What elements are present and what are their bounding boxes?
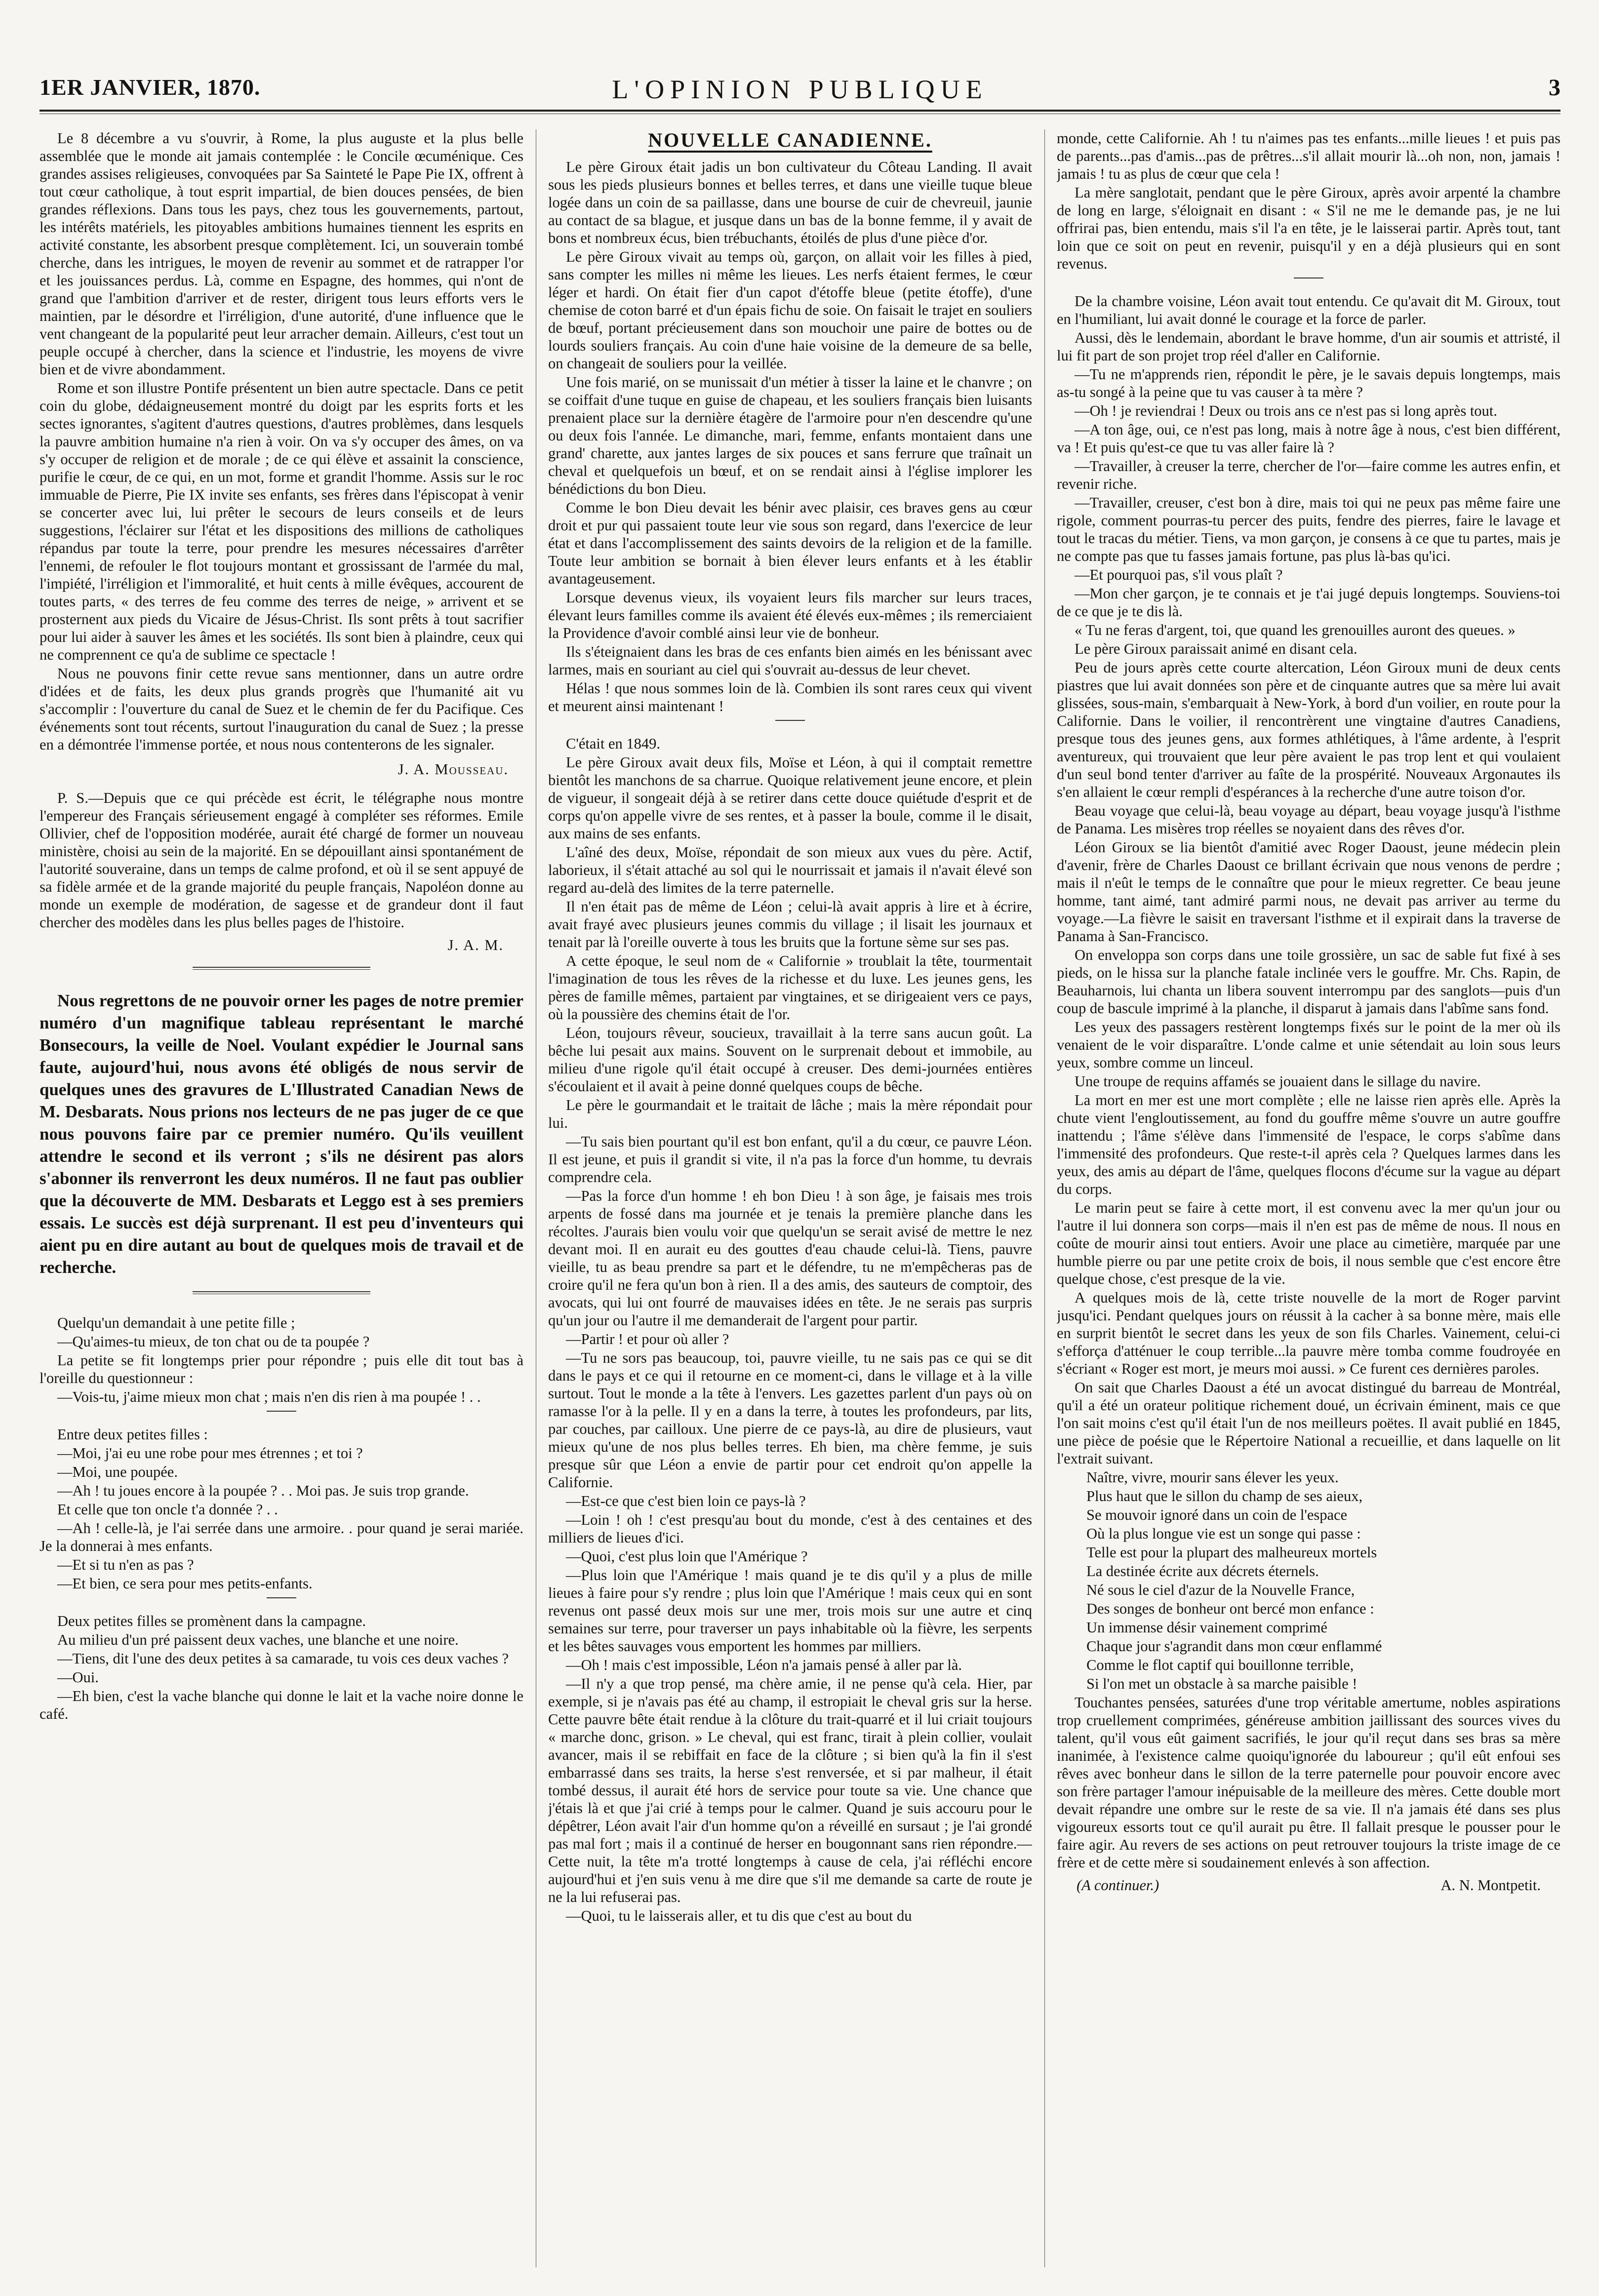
paragraph: —Mon cher garçon, je te connais et je t'ai jugé depuis longtemps. Souviens-toi de ce que je te dis là. xyxy=(1057,585,1560,620)
paragraph: —Est-ce que c'est bien loin ce pays-là ? xyxy=(566,1493,806,1509)
masthead-rule xyxy=(40,110,1560,112)
paragraph: On enveloppa son corps dans une toile grossière, un sac de sable fut fixé à ses pieds, on le hissa sur la planche fatale inclinée vers le gouffre. Mr. Chs. Rapin, de Beauharnois, lui chanta un libera souvent interrompu par des sanglots—puis d'un coup de bascule imprimé à la planche, il disparut à jamais dans l'abîme sans fond. xyxy=(1057,947,1560,1017)
paragraph: Le père Giroux était jadis un bon cultivateur du Côteau Landing. Il avait sous les pieds plusieurs bonnes et belles terres, et dans une vieille tuque bleue logée dans un coin de sa paillasse, dans une bourse de cuir de chevreuil, jaunie au contact de sa blague, et jusque dans un bas de la bonne femme, il y avait de bons et nombreux écus, bien trébuchants, étoilés de plus d'une pièce d'or. xyxy=(548,158,1032,246)
paragraph: Une troupe de requins affamés se jouaient dans le sillage du navire. xyxy=(1075,1073,1481,1090)
poem-line: Telle est pour la plupart des malheureux mortels xyxy=(1086,1544,1377,1561)
paragraph: On sait que Charles Daoust a été un avocat distingué du barreau de Montréal, qu'il a été un orateur politique richement doué, un écrivain éminent, mais ce que l'on sait moins c'est qu'il était l'un de nos meilleurs poëtes. Il avait publié en 1845, une pièce de poésie que le Répertoire National a recueillie, et dans laquelle on lit l'extrait suivant. xyxy=(1057,1379,1560,1467)
poem-line: Si l'on met un obstacle à sa marche paisible ! xyxy=(1086,1675,1358,1692)
paragraph: —Et pourquoi pas, s'il vous plaît ? xyxy=(1075,566,1283,583)
paragraph: « Tu ne feras d'argent, toi, que quand les grenouilles auront des queues. » xyxy=(1075,622,1516,638)
paragraph: —Plus loin que l'Amérique ! mais quand je te dis qu'il y a plus de mille lieues à faire pour s'y rendre ; plus loin que l'Amérique ! mais ceux qui en sont revenus ont passé deux mois sur une mer, trois mois sur une autre et cinq semaines sur terre, pour traverser un pays inhabitable où la fièvre, les serpents et les bêtes sauvages vous emportent les hommes par milliers. xyxy=(548,1567,1032,1655)
paragraph: P. S.—Depuis que ce qui précède est écrit, le télégraphe nous montre l'empereur des Français sérieusement engagé à compléter ses réformes. Emile Ollivier, chef de l'opposition modérée, aurait été chargé de former un nouveau ministère, choisi au sein de la majorité. En se dépouillant ainsi spontanément de l'autorité souveraine, dans un temps de calme profond, et où il se sent appuyé de sa fidèle armée et de la grande majorité du peuple français, Napoléon donne au monde un exemple de modération, de sagesse et de grandeur dont il faut chercher des modèles dans les plus belles pages de l'histoire. xyxy=(40,790,523,931)
column-1 xyxy=(40,129,523,2267)
section-rule xyxy=(193,967,370,970)
paragraph: —Tu ne sors pas beaucoup, toi, pauvre vieille, tu ne sais pas ce qui se dit dans le pays et ce qui il retourne en ce moment-ci, dans le village et à la ville surtout. Tout le monde a la tête à l'envers. Les gazettes parlent d'un pays où on ramasse l'or à la pelle. Il y en a dans la terre, à toutes les profondeurs, par lits, par couches, par cailloux. Une pierre de ce pays-là, au dire de plusieurs, vaut mieux qu'une de nos plus belles terres. Eh bien, ma chère femme, je suis presque sûr que Léon a envie de partir pour cet endroit qu'on appelle la Californie. xyxy=(548,1349,1032,1491)
issue-date: 1ER JANVIER, 1870. xyxy=(40,75,261,100)
signature-initials: J. A. M. xyxy=(447,937,504,953)
page-number: 3 xyxy=(1549,75,1560,101)
paragraph: Une fois marié, on se munissait d'un métier à tisser la laine et le chanvre ; on se coiffait d'une tuque en guise de chapeau, et les souliers français bien luisants prenaient place sur la dernière étagère de l'armoire pour n'en descendre qu'une ou deux fois l'année. Le dimanche, mari, femme, enfants montaient dans une grand' charette, aux jantes larges de six pouces et sans ferrure que traînait un cheval et quelquefois un bœuf, et on se rendait ainsi à l'église implorer les bénédictions du bon Dieu. xyxy=(548,374,1032,497)
paragraph: Léon Giroux se lia bientôt d'amitié avec Roger Daoust, jeune médecin plein d'avenir, frère de Charles Daoust ce brillant écrivain que nous venons de perdre ; mais il n'eût le temps de le connaître que pour le mieux regretter. Ce beau jeune homme, tant aimé, tant admiré parmi nous, ne devait pas arriver au terme du voyage.—La fièvre le saisit en traversant l'isthme et il expirait dans la traverse de Panama à San-Francisco. xyxy=(1057,839,1560,945)
poem xyxy=(1057,1468,1560,1693)
paragraph: De la chambre voisine, Léon avait tout entendu. Ce qu'avait dit M. Giroux, tout en l'humiliant, lui avait donné le courage et la force de parler. xyxy=(1057,293,1560,327)
poem-line: Chaque jour s'agrandit dans mon cœur enflammé xyxy=(1086,1638,1382,1655)
anecdote-line: —Eh bien, c'est la vache blanche qui donne le lait et la vache noire donne le café. xyxy=(40,1688,523,1722)
paragraph: L'aîné des deux, Moïse, répondait de son mieux aux vues du père. Actif, laborieux, il s'était attaché au sol qui le nourrissait et jamais il n'avait élevé son regard au-delà des limites de la terre paternelle. xyxy=(548,844,1032,896)
poem-line: Plus haut que le sillon du champ de ses aieux, xyxy=(1086,1488,1363,1504)
signature: J. A. Mousseau. xyxy=(398,761,509,778)
paragraph: —Loin ! oh ! c'est presqu'au bout du monde, c'est à des centaines et des milliers de lieues d'ici. xyxy=(548,1511,1032,1546)
paragraph: —Oh ! je reviendrai ! Deux ou trois ans ce n'est pas si long après tout. xyxy=(1075,402,1497,419)
short-rule xyxy=(1294,277,1323,278)
author-signature: A. N. Montpetit. xyxy=(1440,1877,1541,1894)
paragraph: Aussi, dès le lendemain, abordant le brave homme, d'un air soumis et attristé, il lui fit part de son projet trop réel d'aller en Californie. xyxy=(1057,329,1560,364)
short-rule xyxy=(267,1411,296,1412)
poem-line: Se mouvoir ignoré dans un coin de l'espace xyxy=(1086,1506,1348,1523)
poem-line: Naître, vivre, mourir sans élever les yeux. xyxy=(1086,1469,1339,1486)
story-footer xyxy=(1077,1876,1541,1894)
paragraph: Léon, toujours rêveur, soucieux, travaillait à la terre sans aucun goût. La bêche lui pesait aux mains. Souvent on le surprenait debout et immobile, au milieu d'une rigole qu'il était occupé à creuser. Des demi-journées entières s'écoulaient et il avait à peine donné quelques coups de bêche. xyxy=(548,1025,1032,1095)
paragraph: Le père le gourmandait et le traitait de lâche ; mais la mère répondait pour lui. xyxy=(548,1097,1032,1131)
paragraph: Le père Giroux avait deux fils, Moïse et Léon, à qui il comptait remettre bientôt les manchons de sa charrue. Quoique relativement jeune encore, et plein de vigueur, il songeait déjà à se retirer dans cette douce quiétude d'esprit et de corps qu'on appelle vivre de ses rentes, et à passer la boule, comme il le disait, aux mains de ses enfants. xyxy=(548,754,1032,842)
paragraph: —Il n'y a que trop pensé, ma chère amie, il ne pense qu'à cela. Hier, par exemple, si je n'avais pas été au champ, il estropiait le cheval gris sur la herse. Cette pauvre bête était rendue à la clôture du trait-quarré et il lui criait toujours « marche donc, grison. » Le cheval, qui est franc, tirait à plein collier, voulait avancer, mais il se rebiffait en face de la clôture ; si bien qu'à la fin il s'est embarrassé dans ses traits, la herse s'est renversée, et si par malheur, il était tombé dessus, il aurait été hors de service pour toute sa vie. Une chance que j'étais là et que j'ai crié à temps pour le calmer. Quand je suis accouru pour le dépêtrer, Léon avait l'air d'un homme qu'on a réveillé en sursaut ; je l'ai grondé pas mal fort ; mais il a continué de herser en bougonnant sans rien répondre.—Cette nuit, la tête m'a trotté longtemps à cause de cela, j'ai réfléchi encore aujourd'hui et j'en suis venu à me dire que s'il me demande sa carte de route je ne la lui refuserai pas. xyxy=(548,1675,1032,1905)
paragraph: Touchantes pensées, saturées d'une trop véritable amertume, nobles aspirations trop cruellement comprimées, généreuse ambition jaillissant des sources vives du talent, qu'il vous eût gaiment sacrifiés, le jour qu'il reçut dans ses bras sa mère inanimée, à l'existence calme quoiqu'ignorée du laboureur ; qu'il eût enfoui ses rêves avec bonheur dans le sillon de la terre paternelle pour pouvoir encore avec son frère partager l'amour inépuisable de la meilleure des mères. Cette double mort devait répandre une ombre sur le reste de sa vie. Il n'a jamais été dans ses plus vigoureux essorts tout ce qu'il aurait pu être. Il fallait presque le pousser pour le faire agir. Au revers de ses actions on peut retrouver toujours la triste image de ce frère et de cette mère si soudainement enlevés à son affection. xyxy=(1057,1694,1560,1871)
paragraph: Beau voyage que celui-là, beau voyage au départ, beau voyage jusqu'à l'isthme de Panama. Les misères trop réelles se noyaient dans des rêves d'or. xyxy=(1057,802,1560,837)
paragraph: monde, cette Californie. Ah ! tu n'aimes pas tes enfants...mille lieues ! et puis pas de parents...pas d'amis...pas de prêtres...s'il allait mourir là...oh non, non, jamais ! jamais ! tu as plus de cœur que cela ! xyxy=(1057,130,1560,182)
column-2 xyxy=(548,129,1032,2267)
column-3 xyxy=(1057,129,1560,2267)
short-rule xyxy=(267,1597,296,1598)
paragraph: A cette époque, le seul nom de « Californie » troublait la tête, tourmentait l'imagination de tous les rêves de la richesse et du luxe. Les jeunes gens, les pères de famille mêmes, partaient par vingtaines, et se dirigeaient vers ce pays, où la poussière des chemins était de l'or. xyxy=(548,952,1032,1023)
anecdote-line: Entre deux petites filles : xyxy=(57,1426,208,1443)
paragraph: Il n'en était pas de même de Léon ; celui-là avait appris à lire et à écrire, avait frayé avec plusieurs jeunes commis du village ; il lisait les journaux et tenait par là l'oreille ouverte à tous les bruits que la fortune sème sur ses pas. xyxy=(548,898,1032,950)
paragraph: Les yeux des passagers restèrent longtemps fixés sur le point de la mer où ils venaient de le voir disparaître. L'onde calme et unie sétendait au loin sous leurs yeux, sombre comme un linceul. xyxy=(1057,1019,1560,1071)
paragraph: Rome et son illustre Pontife présentent un bien autre spectacle. Dans ce petit coin du globe, dédaigneusement montré du doigt par les esprits forts et les sectes ignorantes, s'agitent d'autres questions, d'autres problèmes, dans lesquels la pauvre ambition humaine n'a rien à voir. On va s'y occuper des âmes, on va s'y occuper de religion et de morale ; de ce qui élève et assainit la conscience, purifie le cœur, de ce qui, en un mot, forme et grandit l'homme. Assis sur le roc immuable de Pierre, Pie IX invite ses enfants, ses frères dans l'épiscopat à venir se concerter avec lui, lui prêter le secours de leurs conseils et de leurs suggestions, l'éclairer sur l'état et les dispositions des millions de catholiques répandus par toute la terre, pour prendre les mesures nécessaires d'arrêter l'ennemi, de refouler le flot toujours montant et grossissant de l'armée du mal, l'impiété, l'irréligion et l'immoralité, et huit cents à mille évêques, accourent de toutes parts, « des terres de feu comme des terres de neige, » arrivent et se prosternent aux pieds du Vicaire de Jésus-Christ. Ils sont prêts à tout sacrifier pour lui aider à sauver les âmes et les sociétés. Ils sont bien à plaindre, ceux qui ne comprennent ce qu'a de sublime ce spectacle ! xyxy=(40,380,523,663)
anecdote-line: —Et bien, ce sera pour mes petits-enfants. xyxy=(57,1575,313,1592)
poem-line: Un immense désir vainement comprimé xyxy=(1086,1619,1327,1636)
paragraph: Lorsque devenus vieux, ils voyaient leurs fils marcher sur leurs traces, élevant leurs familles comme ils avaient été élevés eux-mêmes ; ils remerciaient la Providence d'avoir comblé ainsi leur vie de bonheur. xyxy=(548,589,1032,641)
paragraph: —Tu ne m'apprends rien, répondit le père, je le savais depuis longtemps, mais as-tu songé à la peine que tu vas causer à ta mère ? xyxy=(1057,366,1560,400)
paragraph: —Partir ! et pour où aller ? xyxy=(566,1331,729,1347)
poem-line: Où la plus longue vie est un songe qui passe : xyxy=(1086,1525,1361,1542)
anecdote-line: —Vois-tu, j'aime mieux mon chat ; mais n'en dis rien à ma poupée ! . . xyxy=(57,1388,481,1405)
paragraph: —Travailler, à creuser la terre, chercher de l'or—faire comme les autres enfin, et revenir riche. xyxy=(1057,458,1560,492)
column-divider-2 xyxy=(1044,129,1045,2267)
paragraph: —Tu sais bien pourtant qu'il est bon enfant, qu'il a du cœur, ce pauvre Léon. Il est jeune, et puis il grandit si vite, il n'a pas la force d'un homme, tu devrais comprendre cela. xyxy=(548,1133,1032,1186)
poem-line: La destinée écrite aux décrets éternels. xyxy=(1086,1563,1319,1580)
anecdote-line: —Et si tu n'en as pas ? xyxy=(57,1556,194,1573)
anecdote-line: —Moi, j'ai eu une robe pour mes étrennes ; et toi ? xyxy=(57,1445,363,1462)
continued-note: (A continuer.) xyxy=(1077,1877,1159,1894)
paragraph: Le père Giroux paraissait animé en disant cela. xyxy=(1075,640,1358,657)
anecdote-line: —Oui. xyxy=(57,1669,99,1686)
paragraph: —Pas la force d'un homme ! eh bon Dieu ! à son âge, je faisais mes trois arpents de fossé dans ma journée et je tenais la première planche dans les récoltes. J'aurais bien voulu voir que quelqu'un se serait avisé de mettre le nez devant moi. Il en aurait eu des gouttes d'eau chaude celui-là. Tiens, pauvre vieille, tu as beau prendre sa part et le défendre, tu ne m'empêcheras pas de croire qu'il ne fera qu'un bon à rien. Il a des amis, des sauteurs de comptoir, des avocats, qui lui ont fourré de mauvaises idées en tête. Je ne serais pas surpris qu'un jour ou l'autre il me demanderait de l'argent pour partir. xyxy=(548,1188,1032,1329)
short-rule xyxy=(775,720,805,721)
paragraph: —Travailler, creuser, c'est bon à dire, mais toi qui ne peux pas même faire une rigole, comment pourras-tu percer des puits, fendre des pierres, faire le lavage et tout le tracas du métier. Tiens, va mon garçon, je consens à ce que tu partes, mais je ne compte pas que tu fasses jamais fortune, pas plus là-bas qu'ici. xyxy=(1057,494,1560,564)
anecdote-line: —Ah ! tu joues encore à la poupée ? . . Moi pas. Je suis trop grande. xyxy=(57,1482,469,1499)
anecdote-line: —Qu'aimes-tu mieux, de ton chat ou de ta poupée ? xyxy=(57,1333,370,1350)
paragraph: Le père Giroux vivait au temps où, garçon, on allait voir les filles à pied, sans compter les milles ni même les lieues. Les nerfs étaient fermes, le cœur léger et hardi. On était fier d'un capot d'étoffe bleue (petite étoffe), d'une chemise de coton barré et d'un épais fichu de soie. On faisait le trajet en souliers de bœuf, portant précieusement dans son mouchoir une paire de bottes ou de lourds souliers français. Au coin d'une haie voisine de la demeure de sa belle, on changeait de souliers pour la veillée. xyxy=(548,248,1032,372)
story-title: NOUVELLE CANADIENNE. xyxy=(648,129,932,151)
paragraph: Peu de jours après cette courte altercation, Léon Giroux muni de deux cents piastres que lui avait données son père et de cinquante autres que sa mère lui avait glissées, sous-main, s'embarquait à New-York, à bord d'un voilier, en route pour la Californie. Dans le voilier, il rencontrèrent une vingtaine d'autres Canadiens, presque tous des jeunes gens, aux formes athlétiques, à l'âme ardente, à l'esprit aventureux, qui trouvaient que leur père avaient le pas trop lent et qui voulaient d'un seul bond tenter d'arriver au faîte de la prospérité. Nouveaux Argonautes ils s'en allaient le cœur rempli d'espérances à la recherche d'une autre toison d'or. xyxy=(1057,659,1560,800)
paragraph: —A ton âge, oui, ce n'est pas long, mais à notre âge à nous, c'est bien différent, va ! Et puis qu'est-ce que tu vas aller faire là ? xyxy=(1057,421,1560,456)
paragraph: Le marin peut se faire à cette mort, il est convenu avec la mer qu'un jour ou l'autre il lui donnera son corps—mais il n'en est pas de même de nous. Il nous en coûte de mourir ainsi tout entiers. Avoir une place au cimetière, marquée par une humble pierre ou par une petite croix de bois, il nous semble que c'est encore être quelque chose, c'est presque de la vie. xyxy=(1057,1199,1560,1287)
paragraph: Le 8 décembre a vu s'ouvrir, à Rome, la plus auguste et la plus belle assemblée que le monde ait jamais contemplée : le Concile œcuménique. Ces grandes assises religieuses, convoquées par Sa Sainteté le Pape Pie IX, offrent à tout cœur catholique, à tout esprit impartial, de bien douces pensées, de bien grandes réflexions. Dans tous les pays, chez tous les gouvernements, partout, les intérêts matériels, les pitoyables ambitions humaines tiennent les esprits en activité constante, les absorbent presque complètement. Ici, un souverain tombé cherche, dans les intrigues, le moyen de revenir au sommet et de ratrapper l'or et les jouissances perdus. Là, comme en Espagne, des hommes, qui n'ont de grand que l'ambition d'arriver et de rester, dirigent tous leurs efforts vers le maintien, par le désordre et l'irréligion, d'une autorité, d'une influence que le vent changeant de la popularité peut leur arracher demain. Ailleurs, c'est tout un peuple occupé à chercher, dans la science et l'industrie, les moyens de vivre bien et de vivre abondamment. xyxy=(40,130,523,378)
section-rule xyxy=(193,1291,370,1294)
paragraph: —Quoi, c'est plus loin que l'Amérique ? xyxy=(566,1548,808,1565)
anecdote-line: La petite se fit longtemps prier pour répondre ; puis elle dit tout bas à l'oreille du questionneur : xyxy=(40,1352,523,1386)
paragraph: C'était en 1849. xyxy=(566,735,660,752)
anecdote-line: Deux petites filles se promènent dans la campagne. xyxy=(57,1613,366,1629)
notice-paragraph: Nous regrettons de ne pouvoir orner les pages de notre premier numéro d'un magnifique tableau représentant le marché Bonsecours, la veille de Noel. Voulant expédier le Journal sans faute, aujourd'hui, nous avons été obligés de nous servir de quelques unes des gravures de L'Illustrated Canadian News de M. Desbarats. Nous prions nos lecteurs de ne pas juger de ce que nous pouvons faire par ce premier numéro. Qu'ils veuillent attendre le second et ils verront ; s'ils ne désirent pas alors s'abonner ils renverront les deux numéros. Il ne faut pas oublier que la découverte de MM. Desbarats et Leggo est à ses premiers essais. Le succès est déjà surprenant. Il est peu d'inventeurs qui aient pu en dire autant au bout de quelques mois de travail et de recherche. xyxy=(40,991,523,1277)
anecdote-line: Quelqu'un demandait à une petite fille ; xyxy=(57,1314,295,1331)
poem-line: Comme le flot captif qui bouillonne terrible, xyxy=(1086,1657,1354,1673)
paragraph: Nous ne pouvons finir cette revue sans mentionner, dans un autre ordre d'idées et de faits, les deux plus grands progrès que l'humanité ait vu s'accomplir : l'ouverture du canal de Suez et le chemin de fer du Pacifique. Ces événements sont tout récents, surtout l'inauguration du canal de Suez ; la presse en a démontrée l'immense portée, et nous nous contenterons de les signaler. xyxy=(40,665,523,753)
anecdote-line: —Tiens, dit l'une des deux petites à sa camarade, tu vois ces deux vaches ? xyxy=(57,1650,509,1667)
paragraph: La mère sanglotait, pendant que le père Giroux, après avoir arpenté la chambre de long en large, s'éloignait en disant : « S'il ne me le demande pas, je ne lui offrirai pas, bien entendu, mais s'il l'a en tête, je le laisserai partir. Après tout, tant loin que ce soit on peut en revenir, puisqu'il y en a déjà plusieurs qui en sont revenus. xyxy=(1057,184,1560,272)
paragraph: —Oh ! mais c'est impossible, Léon n'a jamais pensé à aller par là. xyxy=(566,1657,962,1673)
paragraph: —Quoi, tu le laisserais aller, et tu dis que c'est au bout du xyxy=(566,1907,912,1924)
masthead xyxy=(40,74,1560,104)
paragraph: Hélas ! que nous sommes loin de là. Combien ils sont rares ceux qui vivent et meurent ainsi maintenant ! xyxy=(548,680,1032,714)
paragraph: A quelques mois de là, cette triste nouvelle de la mort de Roger parvint jusqu'ici. Pendant quelques jours on réussit à la cacher à sa bonne mère, mais elle en surprit bientôt le secret dans les yeux de son fils Charles. Vainement, celui-ci s'efforça d'atténuer le coup terrible...la pauvre mère tomba comme foudroyée en s'écriant « Roger est mort, je meurs moi aussi. » Ce furent ces dernières paroles. xyxy=(1057,1289,1560,1377)
newspaper-title: L'OPINION PUBLIQUE xyxy=(612,75,988,104)
anecdote-line: Au milieu d'un pré paissent deux vaches, une blanche et une noire. xyxy=(57,1631,459,1648)
anecdote-line: —Moi, une poupée. xyxy=(57,1464,178,1480)
paragraph: La mort en mer est une mort complète ; elle ne laisse rien après elle. Après la chute vient l'engloutissement, au fond du gouffre même s'ouvre un autre gouffre inattendu ; l'âme s'élève dans l'immensité de l'espace, le corps s'abîme dans l'immensité des profondeurs. Que reste-t-il après cela ? Quelques larmes dans les yeux, des amis au départ de l'âme, quelques flocons d'écume sur la vague au départ du corps. xyxy=(1057,1092,1560,1197)
anecdote-line: Et celle que ton oncle t'a donnée ? . . xyxy=(57,1501,278,1518)
paragraph: Ils s'éteignaient dans les bras de ces enfants bien aimés en les bénissant avec larmes, mais en souriant au ciel qui s'ouvrait au-dessus de leur chevet. xyxy=(548,643,1032,678)
anecdote-line: —Ah ! celle-là, je l'ai serrée dans une armoire. . pour quand je serai mariée. Je la donnerai à mes enfants. xyxy=(40,1520,523,1554)
poem-line: Des songes de bonheur ont bercé mon enfance : xyxy=(1086,1600,1374,1617)
paragraph: Comme le bon Dieu devait les bénir avec plaisir, ces braves gens au cœur droit et pur qui passaient toute leur vie sous son regard, dans l'exercice de leur état et dans l'accomplissement des saints devoirs de la religion et de la famille. Toute leur ambition se bornait à bien élever leurs enfants et à les établir avantageusement. xyxy=(548,499,1032,587)
poem-line: Né sous le ciel d'azur de la Nouvelle France, xyxy=(1086,1582,1355,1598)
